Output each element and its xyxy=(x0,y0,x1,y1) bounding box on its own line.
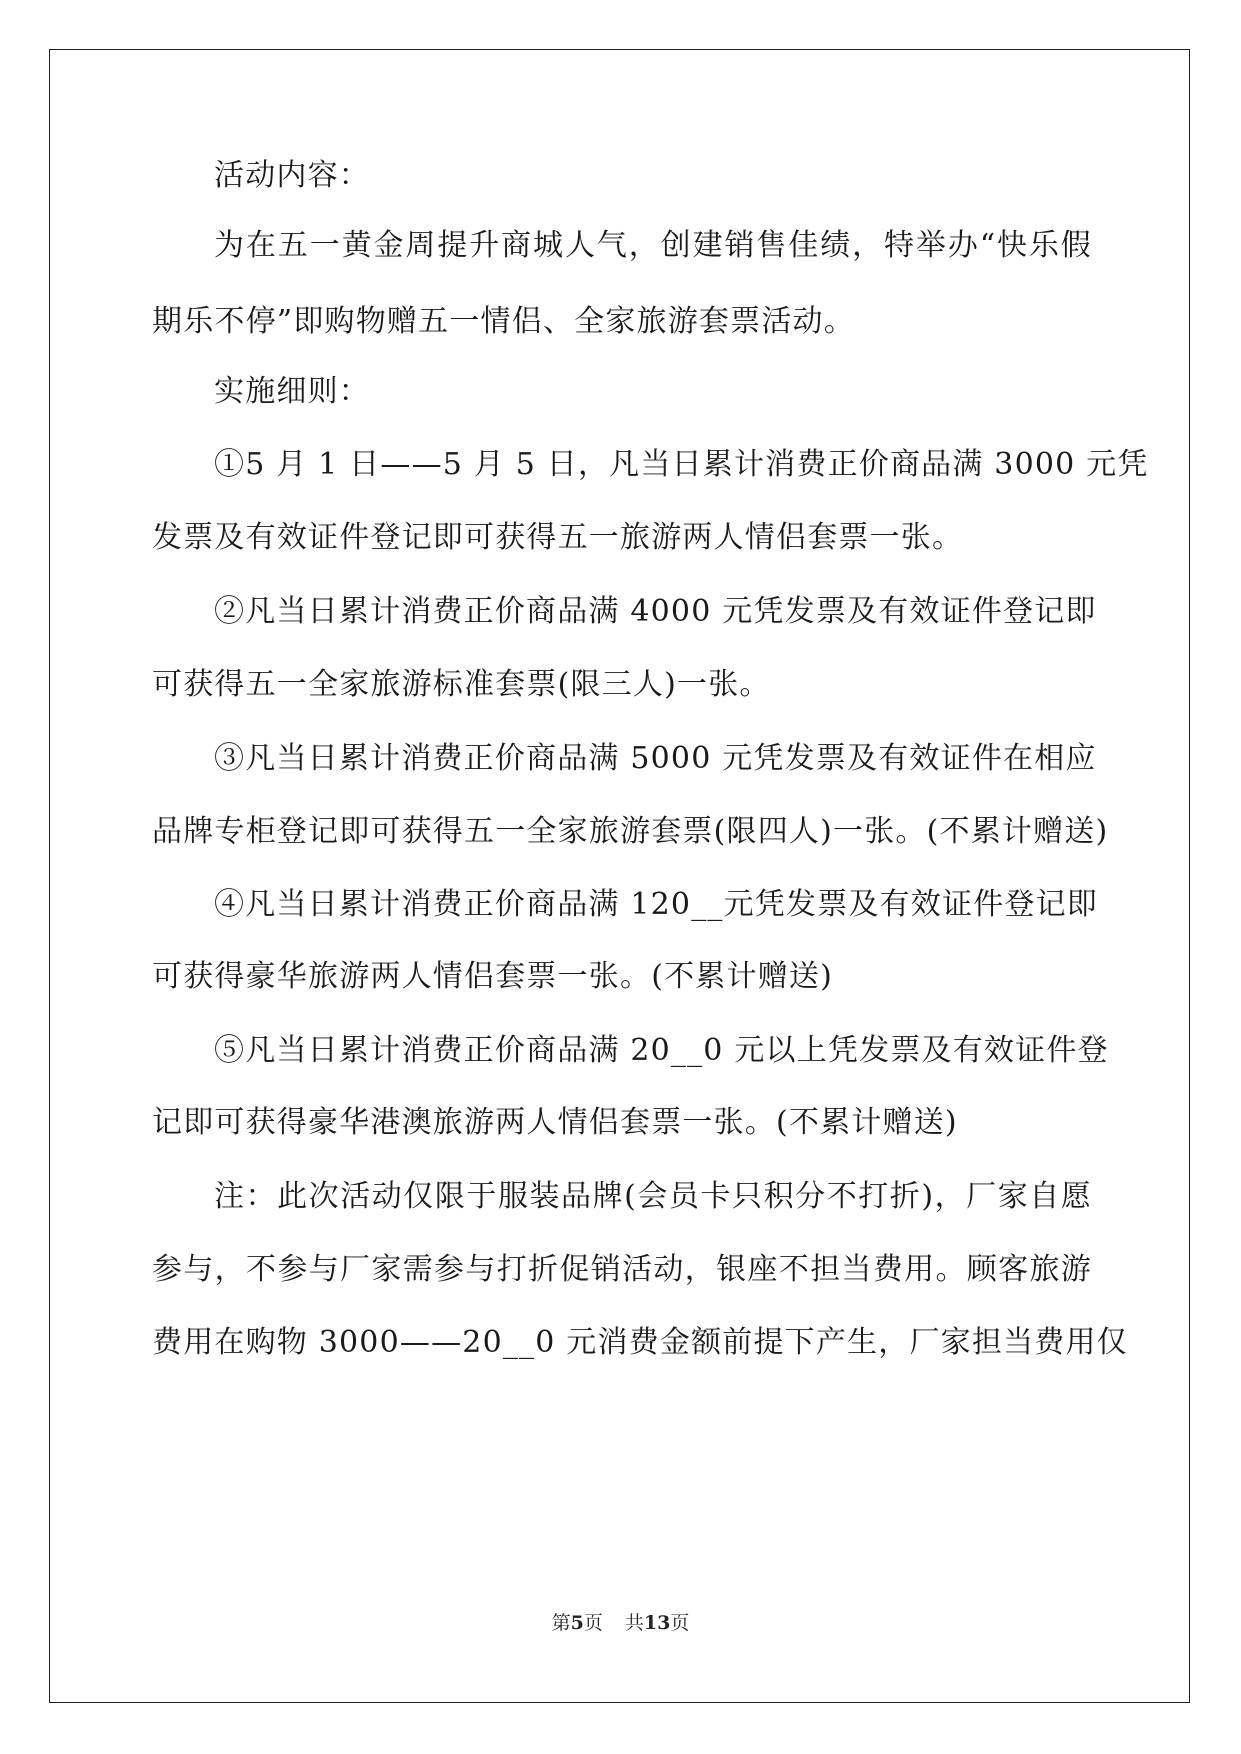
rule-2-line: ②凡当日累计消费正价商品满 4000 元凭发票及有效证件登记即 xyxy=(214,594,1097,629)
paragraph-line: 期乐不停”即购物赠五一情侣、全家旅游套票活动。 xyxy=(152,304,855,339)
note-line: 费用在购物 3000——20__0 元消费金额前提下产生，厂家担当费用仅 xyxy=(152,1325,1128,1360)
rule-5-line: ⑤凡当日累计消费正价商品满 20__0 元以上凭发票及有效证件登 xyxy=(214,1033,1109,1068)
rule-3-line: 品牌专柜登记即可获得五一全家旅游套票(限四人)一张。(不累计赠送) xyxy=(152,814,1109,849)
note-line: 注：此次活动仅限于服装品牌(会员卡只积分不打折)，厂家自愿 xyxy=(214,1179,1092,1214)
paragraph-line: 为在五一黄金周提升商城人气，创建销售佳绩，特举办“快乐假 xyxy=(214,228,1092,263)
rule-5-line: 记即可获得豪华港澳旅游两人情侣套票一张。(不累计赠送) xyxy=(152,1105,958,1140)
rule-1-line: 发票及有效证件登记即可获得五一旅游两人情侣套票一张。 xyxy=(152,520,964,555)
total-pages: 13 xyxy=(643,1612,671,1634)
page-prefix: 第 xyxy=(551,1612,571,1634)
page-footer xyxy=(0,1610,1241,1636)
total-suffix: 页 xyxy=(670,1612,690,1634)
heading-implementation-rules: 实施细则： xyxy=(214,374,370,409)
note-line: 参与，不参与厂家需参与打折促销活动，银座不担当费用。顾客旅游 xyxy=(152,1252,1092,1287)
page-suffix: 页 xyxy=(583,1612,603,1634)
heading-activity-content: 活动内容： xyxy=(214,158,370,193)
rule-1-line: ①5 月 1 日——5 月 5 日，凡当日累计消费正价商品满 3000 元凭 xyxy=(214,447,1149,482)
rule-2-line: 可获得五一全家旅游标准套票(限三人)一张。 xyxy=(152,667,771,702)
rule-3-line: ③凡当日累计消费正价商品满 5000 元凭发票及有效证件在相应 xyxy=(214,741,1097,776)
page-border xyxy=(49,49,1190,1703)
page-number: 5 xyxy=(570,1612,584,1634)
total-prefix: 共 xyxy=(624,1612,644,1634)
rule-4-line: ④凡当日累计消费正价商品满 120__元凭发票及有效证件登记即 xyxy=(214,887,1098,922)
rule-4-line: 可获得豪华旅游两人情侣套票一张。(不累计赠送) xyxy=(152,959,834,994)
